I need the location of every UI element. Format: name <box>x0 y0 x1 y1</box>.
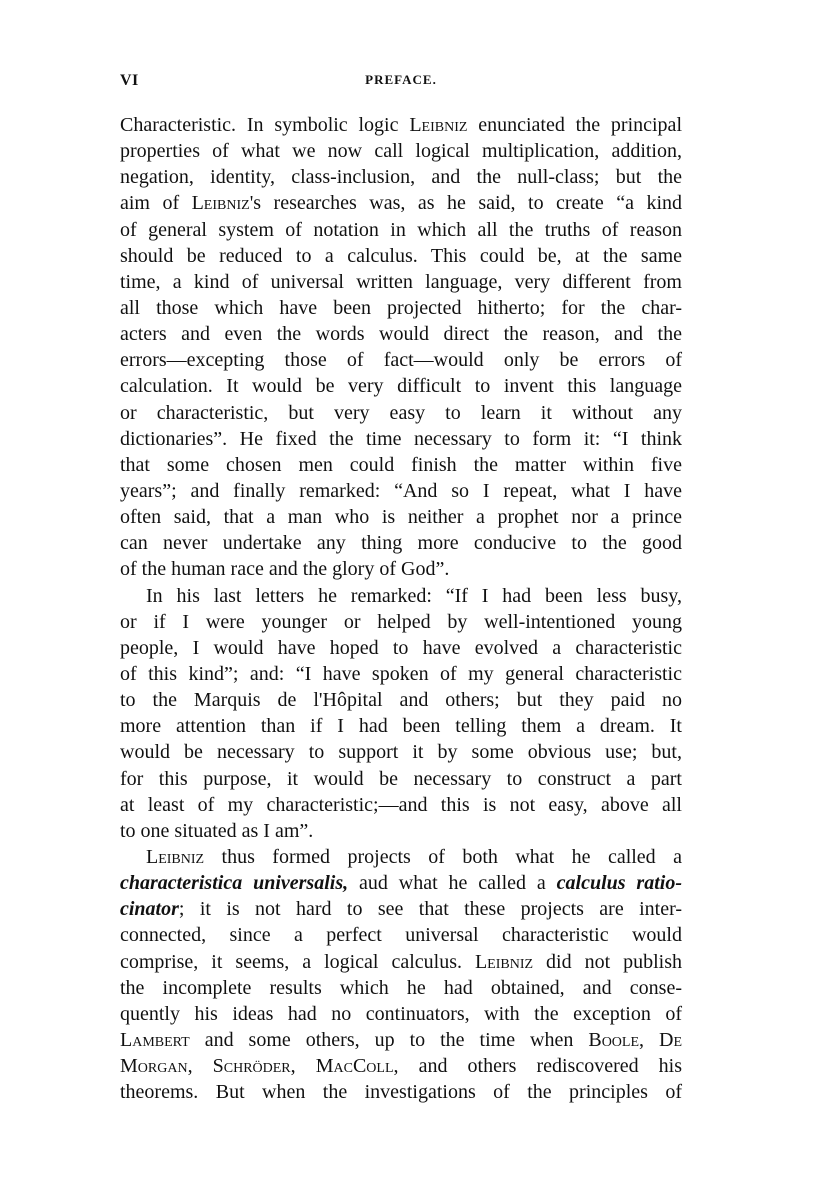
text-run: theorems. But when the investigations of the principles of <box>120 1081 682 1104</box>
text-run: for this purpose, it would be necessary to construct a part <box>120 767 682 790</box>
italic-term: calculus ratio- <box>556 872 682 895</box>
text-run: and some others, up to the time when <box>189 1028 589 1051</box>
text-run: did not publish <box>533 950 682 973</box>
text-line <box>120 766 682 792</box>
text-line <box>120 1001 682 1027</box>
text-run: that some chosen men could finish the matter within five <box>120 453 682 476</box>
text-line <box>120 478 682 504</box>
italic-term: cinator <box>120 898 179 921</box>
text-run: , and others rediscovered his <box>393 1055 683 1078</box>
text-line <box>120 1079 682 1105</box>
text-run: or if I were younger or helped by well-intentioned young <box>120 610 682 633</box>
text-line <box>120 347 682 373</box>
text-line <box>120 112 682 138</box>
text-line <box>120 1027 682 1053</box>
text-run: connected, since a perfect universal characteristic would <box>120 924 682 947</box>
text-run: should be reduced to a calculus. This could be, at the same <box>120 244 682 267</box>
small-caps-name: Morgan <box>120 1055 188 1078</box>
text-run: properties of what we now call logical multiplication, addition, <box>120 140 682 163</box>
text-run: to one situated as I am”. <box>120 819 314 842</box>
text-run: ; it is not hard to see that these projects are inter- <box>178 898 682 921</box>
text-line <box>120 504 682 530</box>
text-run: comprise, it seems, a logical calculus. <box>120 950 475 973</box>
text-line <box>120 713 682 739</box>
text-run: thus formed projects of both what he called a <box>204 845 682 868</box>
text-line <box>120 556 682 582</box>
text-run: of general system of notation in which all the truths of reason <box>120 218 682 241</box>
small-caps-name: Leibniz <box>191 192 250 215</box>
text-run: , <box>639 1028 660 1051</box>
text-run: time, a kind of universal written language, very different from <box>120 270 682 293</box>
text-line <box>120 530 682 556</box>
text-run: of this kind”; and: “I have spoken of my general characteristic <box>120 662 682 685</box>
text-run: Characteristic. In symbolic logic <box>120 114 410 136</box>
text-line <box>120 870 682 896</box>
small-caps-name: De <box>659 1028 683 1051</box>
text-line <box>120 217 682 243</box>
text-line <box>120 687 682 713</box>
text-run: all those which have been projected hitherto; for the char- <box>120 296 682 319</box>
text-run: In his last letters he remarked: “If I had been less busy, <box>146 584 682 607</box>
text-line <box>120 975 682 1001</box>
text-line <box>120 164 682 190</box>
text-run: the incomplete results which he had obtained, and conse- <box>120 976 682 999</box>
small-caps-name: MacColl <box>315 1055 394 1078</box>
text-line <box>120 321 682 347</box>
text-line <box>120 190 682 216</box>
small-caps-name: Schröder <box>212 1055 291 1078</box>
text-run: negation, identity, class-inclusion, and the null-class; but the <box>120 166 682 189</box>
text-line <box>120 426 682 452</box>
text-run: at least of my characteristic;—and this is not easy, above all <box>120 793 682 816</box>
text-line <box>120 949 682 975</box>
text-run: aud what he called a <box>348 872 557 895</box>
text-line <box>120 452 682 478</box>
text-line <box>120 792 682 818</box>
text-line <box>120 609 682 635</box>
text-run: often said, that a man who is neither a prophet nor a prince <box>120 506 682 529</box>
page-number: VI <box>120 72 139 89</box>
text-run: of the human race and the glory of God”. <box>120 558 450 581</box>
text-line <box>120 896 682 922</box>
text-line <box>120 922 682 948</box>
text-line <box>120 269 682 295</box>
page-header <box>120 72 682 98</box>
small-caps-name: Lambert <box>120 1028 190 1051</box>
small-caps-name: Leibniz <box>409 114 468 136</box>
text-run: acters and even the words would direct the reason, and the <box>120 323 682 346</box>
text-line <box>120 844 682 870</box>
text-run: quently his ideas had no continuators, with the exception of <box>120 1002 682 1025</box>
small-caps-name: Leibniz <box>146 845 205 868</box>
text-run: , <box>187 1055 213 1078</box>
text-line <box>120 818 682 844</box>
text-line <box>120 295 682 321</box>
text-line <box>120 1053 682 1079</box>
body-text <box>120 112 682 1105</box>
text-line <box>120 583 682 609</box>
text-run: dictionaries”. He fixed the time necessary to form it: “I think <box>120 427 682 450</box>
text-line <box>120 138 682 164</box>
text-run: , <box>290 1055 316 1078</box>
text-line <box>120 400 682 426</box>
text-line <box>120 635 682 661</box>
text-run: years”; and finally remarked: “And so I repeat, what I have <box>120 479 682 502</box>
text-run: errors—excepting those of fact—would only be errors of <box>120 349 682 372</box>
text-run: more attention than if I had been telling them a dream. It <box>120 715 682 738</box>
text-line <box>120 739 682 765</box>
text-line <box>120 373 682 399</box>
small-caps-name: Leibniz <box>474 950 534 973</box>
text-line <box>120 243 682 269</box>
text-run: people, I would have hoped to have evolved a characteristic <box>120 636 682 659</box>
text-run: would be necessary to support it by some obvious use; but, <box>120 741 682 764</box>
text-line <box>120 661 682 687</box>
small-caps-name: Boole <box>588 1028 640 1051</box>
running-head: PREFACE. <box>365 72 437 87</box>
italic-term: characteristica universalis, <box>120 872 349 895</box>
text-run: enunciated the principal <box>467 114 682 136</box>
text-run: to the Marquis de l'Hôpital and others; but they paid no <box>120 689 682 712</box>
text-run: or characteristic, but very easy to learn it without any <box>120 401 682 424</box>
text-run: aim of <box>120 192 192 215</box>
text-run: can never undertake any thing more conducive to the good <box>120 532 682 555</box>
text-run: calculation. It would be very difficult to invent this language <box>120 375 682 398</box>
text-run: 's researches was, as he said, to create “a kind <box>249 192 683 215</box>
